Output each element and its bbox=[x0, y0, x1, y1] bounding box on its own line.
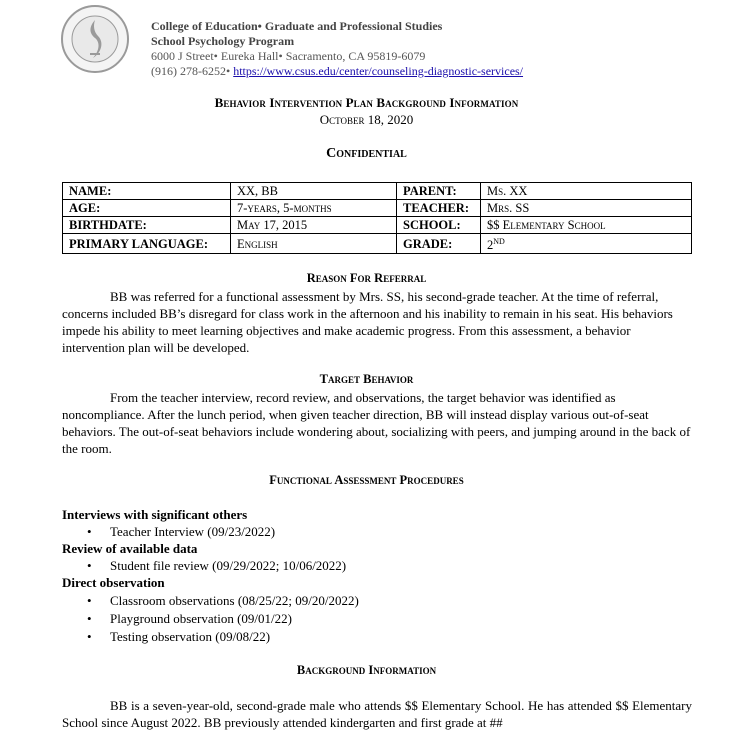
bullet-icon: • bbox=[87, 629, 92, 644]
document-title: Behavior Intervention Plan Background Information bbox=[214, 95, 519, 110]
age-value: 7-years, 5-months bbox=[231, 200, 397, 217]
referral-heading: Reason For Referral bbox=[306, 271, 427, 285]
section-observation: Direct observation bbox=[62, 575, 165, 590]
parent-label: PARENT: bbox=[397, 183, 481, 200]
name-value: XX, BB bbox=[231, 183, 397, 200]
language-label: PRIMARY LANGUAGE: bbox=[63, 234, 231, 254]
background-section bbox=[62, 697, 692, 731]
grade-label: GRADE: bbox=[397, 234, 481, 254]
letterhead-address: 6000 J Street• Eureka Hall• Sacramento, CA 95819-6079 bbox=[151, 49, 426, 63]
target-paragraph: From the teacher interview, record review, and observations, the target behavior was identified as noncompliance. After the lunch period, when given teacher direction, BB will instead display various out-of-seat behaviors. The out-of-seat behaviors include wondering about, socializing with peers, and jumping around in the back of the room. bbox=[62, 390, 691, 456]
grade-number: 2 bbox=[487, 238, 494, 253]
birthdate-label: BIRTHDATE: bbox=[63, 217, 231, 234]
background-heading: Background Information bbox=[296, 663, 437, 677]
student-info-table bbox=[62, 182, 692, 254]
procedures-heading: Functional Assessment Procedures bbox=[269, 473, 464, 487]
bullet-icon: • bbox=[87, 611, 92, 626]
bullet-icon: • bbox=[87, 593, 92, 608]
school-value: $$ Elementary School bbox=[481, 217, 692, 234]
grade-suffix: ND bbox=[493, 237, 505, 246]
list-item: Testing observation (09/08/22) bbox=[110, 629, 271, 644]
list-item: Teacher Interview (09/23/2022) bbox=[110, 524, 276, 539]
bullet-icon: • bbox=[87, 558, 92, 573]
letterhead-program: School Psychology Program bbox=[151, 34, 295, 48]
background-paragraph: BB is a seven-year-old, second-grade male who attends $$ Elementary School. He has attended $$ Elementary School since August 2022. BB previously attended kindergarten and first grade at ## bbox=[62, 698, 692, 730]
language-value: English bbox=[231, 234, 397, 254]
letterhead-url-link[interactable]: https://www.csus.edu/center/counseling-diagnostic-services/ bbox=[233, 64, 524, 78]
target-heading: Target Behavior bbox=[319, 372, 414, 386]
bullet-icon: • bbox=[87, 524, 92, 539]
referral-section bbox=[62, 288, 692, 356]
confidential-label: Confidential bbox=[326, 146, 407, 161]
referral-paragraph: BB was referred for a functional assessment by Mrs. SS, his second-grade teacher. At the time of referral, concerns included BB’s disregard for class work in the afternoon and his inability to remain in his seat. His behaviors impede his ability to meet learning objectives and make academic progress. From this assessment, a behavior intervention plan will be developed. bbox=[62, 289, 673, 355]
section-data-review: Review of available data bbox=[62, 541, 198, 556]
school-label: SCHOOL: bbox=[397, 217, 481, 234]
letterhead-contact bbox=[151, 64, 523, 79]
section-interviews: Interviews with significant others bbox=[62, 507, 248, 522]
list-item: Classroom observations (08/25/22; 09/20/2022) bbox=[110, 593, 359, 608]
list-item: Playground observation (09/01/22) bbox=[110, 611, 292, 626]
birthdate-value: May 17, 2015 bbox=[231, 217, 397, 234]
grade-value bbox=[481, 234, 692, 254]
table-row bbox=[63, 217, 692, 234]
table-row bbox=[63, 234, 692, 254]
letterhead-college: College of Education• Graduate and Professional Studies bbox=[151, 19, 443, 33]
target-section bbox=[62, 389, 692, 457]
table-row bbox=[63, 200, 692, 217]
letterhead-phone: (916) 278-6252• bbox=[151, 64, 231, 78]
list-item: Student file review (09/29/2022; 10/06/2022) bbox=[110, 558, 347, 573]
teacher-value: Mrs. SS bbox=[481, 200, 692, 217]
parent-value: Ms. XX bbox=[481, 183, 692, 200]
age-label: AGE: bbox=[63, 200, 231, 217]
document-date: October 18, 2020 bbox=[319, 112, 414, 127]
name-label: NAME: bbox=[63, 183, 231, 200]
letterhead bbox=[151, 19, 523, 79]
university-seal-logo bbox=[60, 4, 130, 74]
teacher-label: TEACHER: bbox=[397, 200, 481, 217]
table-row bbox=[63, 183, 692, 200]
